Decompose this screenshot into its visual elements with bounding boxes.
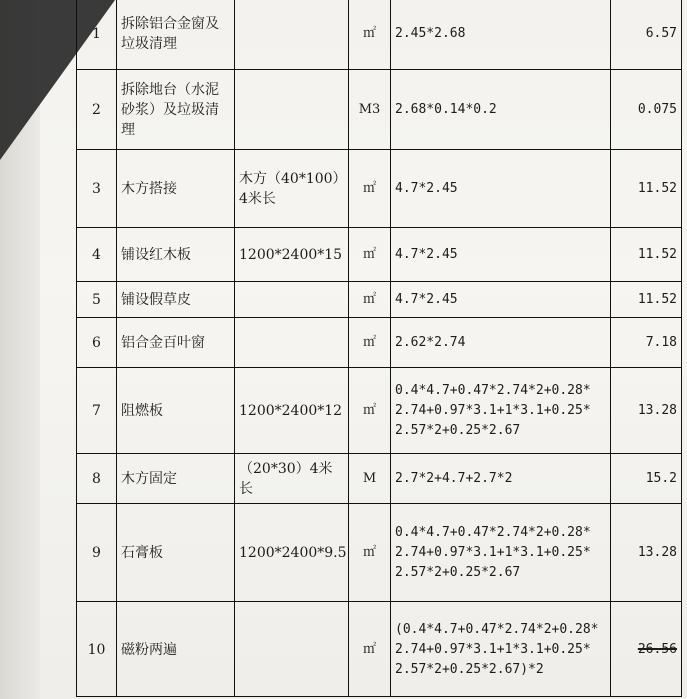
table-row bbox=[76, 150, 682, 228]
table-row bbox=[76, 70, 682, 150]
table-row bbox=[76, 368, 682, 454]
row-number-text: 7 bbox=[92, 403, 101, 419]
item-unit-text: ㎡ bbox=[362, 247, 376, 262]
item-formula-text: 2.62*2.74 bbox=[395, 335, 466, 350]
item-formula-text: 0.4*4.7+0.47*2.74*2+0.28*2.74+0.97*3.1+1*3.1+0.25*2.57*2+0.25*2.67 bbox=[395, 383, 591, 438]
item-formula-text: 4.7*2.45 bbox=[395, 181, 458, 196]
item-name-text: 拆除铝合金窗及垃圾清理 bbox=[121, 16, 219, 52]
item-unit-text: M3 bbox=[358, 102, 381, 117]
item-spec-text: 1200*2400*12 bbox=[239, 403, 343, 419]
item-unit-text: M bbox=[362, 471, 377, 486]
item-quantity bbox=[610, 318, 682, 368]
table-row bbox=[76, 228, 682, 282]
item-spec bbox=[234, 282, 348, 318]
item-name bbox=[116, 504, 234, 602]
item-formula bbox=[390, 368, 610, 454]
row-number bbox=[76, 228, 116, 282]
table-row bbox=[76, 0, 682, 70]
item-quantity-text: 11.52 bbox=[637, 292, 677, 307]
item-name-text: 磁粉两遍 bbox=[121, 641, 177, 658]
row-number bbox=[76, 368, 116, 454]
row-number-text: 6 bbox=[92, 335, 101, 351]
item-spec bbox=[234, 228, 348, 282]
row-number bbox=[76, 70, 116, 150]
item-spec-text: （20*30）4米长 bbox=[239, 461, 333, 497]
item-name bbox=[116, 368, 234, 454]
row-number bbox=[76, 454, 116, 504]
item-quantity-text: 7.18 bbox=[645, 335, 677, 350]
item-name bbox=[116, 70, 234, 150]
item-name bbox=[116, 282, 234, 318]
item-spec bbox=[234, 150, 348, 228]
item-formula bbox=[390, 0, 610, 70]
item-name bbox=[116, 602, 234, 697]
table-row bbox=[76, 318, 682, 368]
item-quantity bbox=[610, 150, 682, 228]
row-number-text: 4 bbox=[92, 247, 101, 263]
item-formula-text: 4.7*2.45 bbox=[395, 247, 458, 262]
item-unit-text: ㎡ bbox=[362, 181, 376, 196]
item-formula bbox=[390, 150, 610, 228]
item-unit bbox=[348, 504, 390, 602]
item-formula bbox=[390, 318, 610, 368]
item-unit-text: ㎡ bbox=[362, 335, 376, 350]
item-unit-text: ㎡ bbox=[362, 545, 376, 560]
item-quantity bbox=[610, 602, 682, 697]
item-quantity bbox=[610, 70, 682, 150]
item-unit-text: ㎡ bbox=[362, 292, 376, 307]
item-spec-text: 1200*2400*15 bbox=[239, 247, 343, 263]
row-number-text: 8 bbox=[92, 471, 101, 487]
item-quantity-text: 0.075 bbox=[637, 102, 677, 117]
item-quantity-text: 6.57 bbox=[645, 26, 677, 41]
table-row bbox=[76, 504, 682, 602]
item-quantity-text: 13.28 bbox=[637, 545, 677, 560]
item-name bbox=[116, 318, 234, 368]
row-number-text: 3 bbox=[92, 181, 101, 197]
item-name bbox=[116, 228, 234, 282]
item-name-text: 铺设假草皮 bbox=[121, 292, 191, 308]
item-quantity bbox=[610, 368, 682, 454]
item-unit bbox=[348, 368, 390, 454]
item-name-text: 铝合金百叶窗 bbox=[121, 335, 205, 351]
row-number bbox=[76, 602, 116, 697]
item-name-text: 铺设红木板 bbox=[121, 247, 191, 263]
row-number bbox=[76, 282, 116, 318]
item-unit bbox=[348, 282, 390, 318]
item-name-text: 木方搭接 bbox=[121, 181, 177, 197]
item-unit bbox=[348, 454, 390, 504]
item-name bbox=[116, 454, 234, 504]
item-formula-text: 2.45*2.68 bbox=[395, 26, 466, 41]
table-row bbox=[76, 282, 682, 318]
item-spec bbox=[234, 602, 348, 697]
item-spec bbox=[234, 504, 348, 602]
item-formula-text: 4.7*2.45 bbox=[395, 292, 458, 307]
item-unit bbox=[348, 0, 390, 70]
item-unit-text: ㎡ bbox=[362, 26, 376, 41]
item-unit bbox=[348, 602, 390, 697]
item-unit-text: ㎡ bbox=[362, 641, 376, 657]
row-number bbox=[76, 504, 116, 602]
item-name-text: 拆除地台（水泥砂浆）及垃圾清理 bbox=[121, 82, 219, 138]
item-spec bbox=[234, 454, 348, 504]
item-unit bbox=[348, 70, 390, 150]
item-quantity-text: 11.52 bbox=[637, 181, 677, 196]
item-unit bbox=[348, 228, 390, 282]
item-quantity bbox=[610, 454, 682, 504]
item-unit bbox=[348, 318, 390, 368]
item-formula bbox=[390, 228, 610, 282]
item-quantity-text: 13.28 bbox=[637, 403, 677, 418]
item-name-text: 石膏板 bbox=[121, 545, 163, 561]
item-name bbox=[116, 0, 234, 70]
item-quantity bbox=[610, 228, 682, 282]
item-formula bbox=[390, 504, 610, 602]
item-formula-text: (0.4*4.7+0.47*2.74*2+0.28*2.74+0.97*3.1+1*3.1+0.25*2.57*2+0.25*2.67)*2 bbox=[395, 621, 599, 677]
item-quantity-text: 11.52 bbox=[637, 247, 677, 262]
item-formula bbox=[390, 602, 610, 697]
item-spec-text: 木方（40*100）4米长 bbox=[239, 171, 340, 207]
row-number bbox=[76, 318, 116, 368]
item-quantity bbox=[610, 0, 682, 70]
item-formula-text: 0.4*4.7+0.47*2.74*2+0.28*2.74+0.97*3.1+1*3.1+0.25*2.57*2+0.25*2.67 bbox=[395, 525, 591, 580]
item-formula bbox=[390, 454, 610, 504]
item-quantity-text: 15.2 bbox=[645, 471, 677, 486]
row-number-text: 1 bbox=[92, 26, 101, 42]
item-name bbox=[116, 150, 234, 228]
item-unit bbox=[348, 150, 390, 228]
item-formula-text: 2.7*2+4.7+2.7*2 bbox=[395, 471, 513, 486]
item-spec bbox=[234, 70, 348, 150]
row-number-text: 10 bbox=[87, 641, 106, 658]
item-unit-text: ㎡ bbox=[362, 403, 376, 418]
row-number-text: 9 bbox=[92, 545, 101, 561]
item-spec-text: 1200*2400*9.5 bbox=[239, 545, 347, 561]
item-spec bbox=[234, 368, 348, 454]
item-quantity bbox=[610, 282, 682, 318]
item-spec bbox=[234, 318, 348, 368]
item-quantity-text: 26.56 bbox=[637, 641, 677, 657]
item-formula-text: 2.68*0.14*0.2 bbox=[395, 102, 497, 117]
item-name-text: 木方固定 bbox=[121, 471, 177, 487]
item-spec bbox=[234, 0, 348, 70]
row-number bbox=[76, 150, 116, 228]
quantity-table bbox=[76, 0, 682, 697]
row-number-text: 5 bbox=[92, 292, 101, 308]
item-formula bbox=[390, 70, 610, 150]
table-row bbox=[76, 602, 682, 697]
row-number bbox=[76, 0, 116, 70]
table-row bbox=[76, 454, 682, 504]
row-number-text: 2 bbox=[92, 102, 101, 118]
item-name-text: 阻燃板 bbox=[121, 403, 163, 419]
item-quantity bbox=[610, 504, 682, 602]
item-formula bbox=[390, 282, 610, 318]
